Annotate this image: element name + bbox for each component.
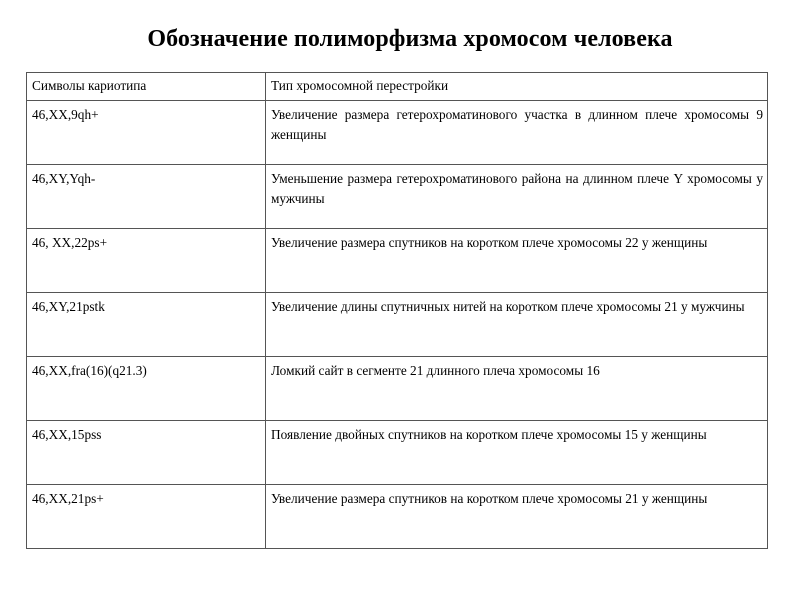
page-title: Обозначение полиморфизма хромосом человека xyxy=(147,26,673,52)
karyotype-symbol-cell: 46,XY,21pstk xyxy=(27,293,266,357)
rearrangement-description-cell: Ломкий сайт в сегменте 21 длинного плеча хромосомы 16 xyxy=(266,357,768,421)
rearrangement-description-cell: Уменьшение размера гетерохроматинового района на длинном плече Y хромосомы у мужчины xyxy=(266,165,768,229)
table-row xyxy=(27,357,768,421)
karyotype-symbol-cell: 46,XX,9qh+ xyxy=(27,101,266,165)
table-row xyxy=(27,165,768,229)
table-row xyxy=(27,101,768,165)
rearrangement-description-cell: Увеличение размера спутников на коротком плече хромосомы 21 у женщины xyxy=(266,485,768,549)
rearrangement-description-cell: Увеличение размера спутников на коротком плече хромосомы 22 у женщины xyxy=(266,229,768,293)
table-header-row xyxy=(27,73,768,101)
karyotype-symbol-cell: 46, XX,22ps+ xyxy=(27,229,266,293)
karyotype-symbol-cell: 46,XX,15pss xyxy=(27,421,266,485)
table-row xyxy=(27,421,768,485)
rearrangement-description-cell: Появление двойных спутников на коротком плече хромосомы 15 у женщины xyxy=(266,421,768,485)
karyotype-symbol-cell: 46,XX,fra(16)(q21.3) xyxy=(27,357,266,421)
karyotype-symbol-cell: 46,XY,Yqh- xyxy=(27,165,266,229)
polymorphism-table xyxy=(26,72,768,549)
rearrangement-description-cell: Увеличение размера гетерохроматинового участка в длинном плече хромосомы 9 женщины xyxy=(266,101,768,165)
karyotype-symbol-cell: 46,XX,21ps+ xyxy=(27,485,266,549)
table-row xyxy=(27,293,768,357)
table-row xyxy=(27,229,768,293)
header-karyotype-symbols: Символы кариотипа xyxy=(27,73,266,101)
table-row xyxy=(27,485,768,549)
rearrangement-description-cell: Увеличение длины спутничных нитей на коротком плече хромосомы 21 у мужчины xyxy=(266,293,768,357)
header-rearrangement-type: Тип хромосомной перестройки xyxy=(266,73,768,101)
